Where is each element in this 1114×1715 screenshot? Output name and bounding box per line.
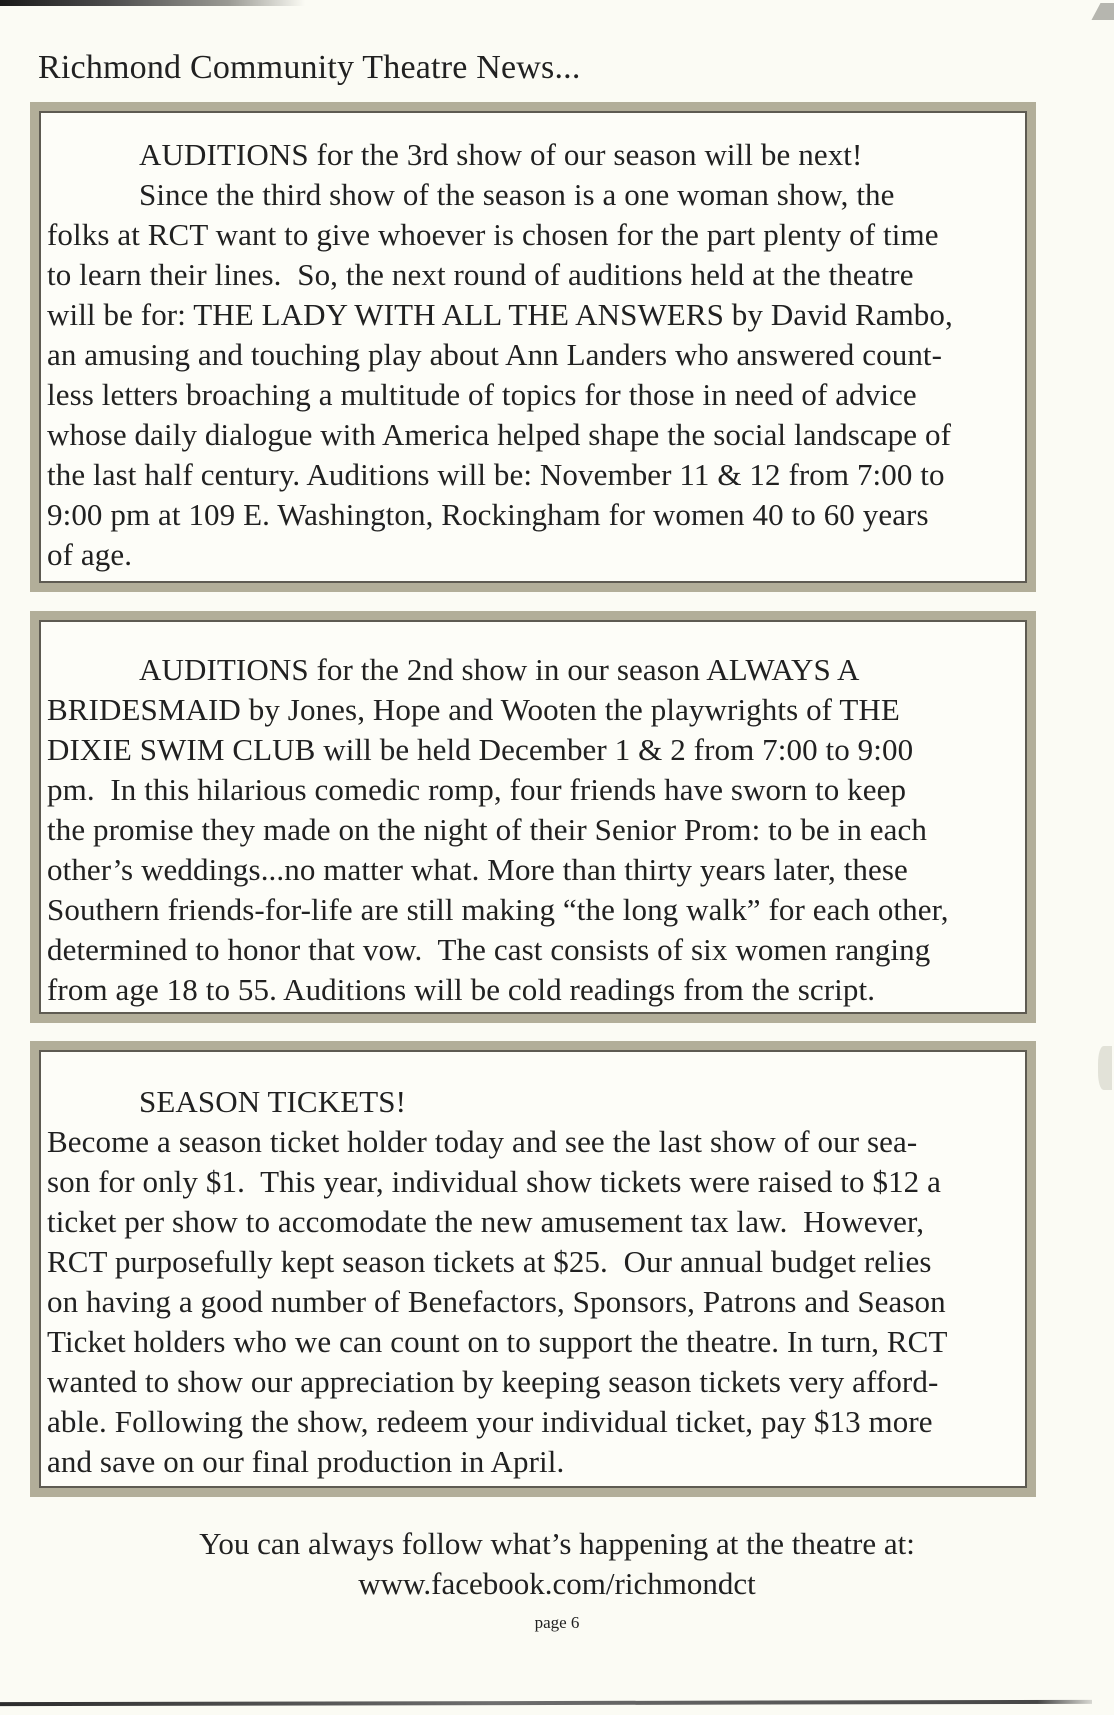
footer xyxy=(0,1524,1114,1604)
text-line: less letters broaching a multitude of topics for those in need of advice xyxy=(47,377,917,412)
text-line: AUDITIONS for the 3rd show of our season will be next! xyxy=(139,137,863,172)
text-line: SEASON TICKETS! xyxy=(139,1084,407,1119)
text-line: pm. In this hilarious comedic romp, four friends have sworn to keep xyxy=(47,772,907,807)
text-line: of age. xyxy=(47,537,133,572)
text-line: DIXIE SWIM CLUB will be held December 1 & 2 from 7:00 to 9:00 xyxy=(47,732,914,767)
text-line: on having a good number of Benefactors, Sponsors, Patrons and Season xyxy=(47,1284,946,1319)
text-line: the last half century. Auditions will be: November 11 & 12 from 7:00 to xyxy=(47,457,945,492)
text-line: and save on our final production in April. xyxy=(47,1444,565,1479)
text-line: 9:00 pm at 109 E. Washington, Rockingham for women 40 to 60 years xyxy=(47,497,929,532)
article-box-auditions-2nd-show xyxy=(30,611,1036,1023)
text-line: son for only $1. This year, individual show tickets were raised to $12 a xyxy=(47,1164,941,1199)
text-line: an amusing and touching play about Ann Landers who answered count- xyxy=(47,337,943,372)
scan-artifact-smudge xyxy=(1098,1046,1112,1090)
text-line: RCT purposefully kept season tickets at $25. Our annual budget relies xyxy=(47,1244,932,1279)
article-text-auditions-3rd-show xyxy=(39,111,1027,583)
text-line: will be for: THE LADY WITH ALL THE ANSWERS by David Rambo, xyxy=(47,297,953,332)
text-line: to learn their lines. So, the next round of auditions held at the theatre xyxy=(47,257,914,292)
scan-artifact-bottom-line xyxy=(0,1700,1092,1706)
page-title: Richmond Community Theatre News... xyxy=(38,49,581,86)
text-line: the promise they made on the night of their Senior Prom: to be in each xyxy=(47,812,927,847)
text-line: BRIDESMAID by Jones, Hope and Wooten the playwrights of THE xyxy=(47,692,900,727)
text-line: from age 18 to 55. Auditions will be cold readings from the script. xyxy=(47,972,876,1007)
text-line: Southern friends-for-life are still making “the long walk” for each other, xyxy=(47,892,949,927)
page-number: page 6 xyxy=(534,1613,580,1632)
facebook-url-text: www.facebook.com/richmondct xyxy=(358,1566,756,1601)
article-box-auditions-3rd-show xyxy=(30,102,1036,592)
text-line: AUDITIONS for the 2nd show in our season ALWAYS A xyxy=(139,652,860,687)
text-line: ticket per show to accomodate the new amusement tax law. However, xyxy=(47,1204,925,1239)
text-line: whose daily dialogue with America helped shape the social landscape of xyxy=(47,417,951,452)
scan-artifact-corner-mark xyxy=(1091,3,1114,20)
text-line: Ticket holders who we can count on to support the theatre. In turn, RCT xyxy=(47,1324,948,1359)
footer-follow-text: You can always follow what’s happening at the theatre at: xyxy=(199,1526,915,1561)
text-line: wanted to show our appreciation by keeping season tickets very afford- xyxy=(47,1364,939,1399)
text-line: Become a season ticket holder today and see the last show of our sea- xyxy=(47,1124,918,1159)
text-line: able. Following the show, redeem your individual ticket, pay $13 more xyxy=(47,1404,933,1439)
scan-artifact-top-bar xyxy=(0,0,305,6)
text-line: determined to honor that vow. The cast consists of six women ranging xyxy=(47,932,931,967)
article-text-season-tickets xyxy=(39,1050,1027,1488)
text-line: folks at RCT want to give whoever is chosen for the part plenty of time xyxy=(47,217,939,252)
text-line: other’s weddings...no matter what. More than thirty years later, these xyxy=(47,852,908,887)
article-box-season-tickets xyxy=(30,1041,1036,1497)
text-line: Since the third show of the season is a one woman show, the xyxy=(139,177,895,212)
article-text-auditions-2nd-show xyxy=(39,620,1027,1014)
